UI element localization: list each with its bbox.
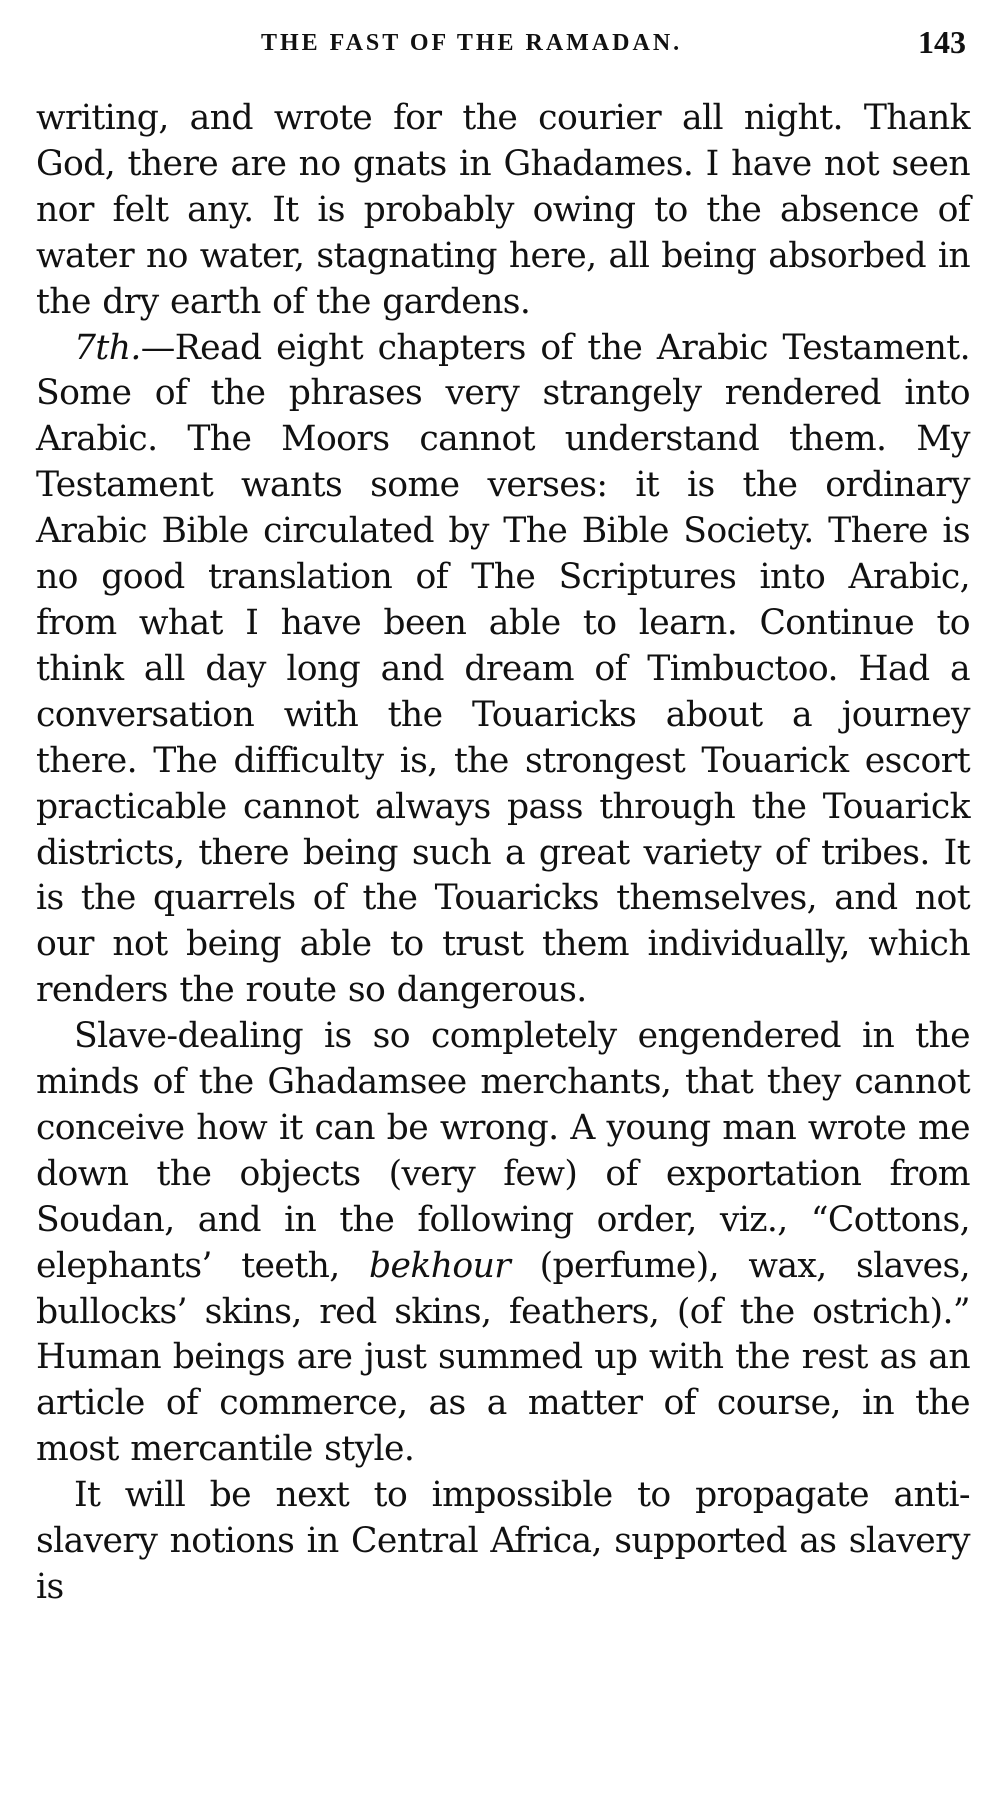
italic-term: bekhour (369, 1245, 511, 1286)
entry-date: 7th. (74, 327, 141, 368)
paragraph-text: Slave-dealing is so completely engendered in the minds of the Ghadamsee merchants, that they cannot conceive how it can be wrong. A young man wrote me down the objects (very few) of exportation from Soudan, and in the following order, viz., “Cottons, elephants’ teeth, (36, 1016, 970, 1286)
running-title: THE FAST OF THE RAMADAN. (261, 30, 683, 56)
paragraph-slave-dealing (36, 1014, 970, 1473)
paragraph-text: It will be next to impossible to propagate anti-slavery notions in Central Africa, supported as slavery is (36, 1475, 970, 1607)
paragraph-entry-7th (36, 326, 970, 1015)
paragraph-continuation (36, 96, 970, 326)
book-page (36, 0, 970, 1794)
page-number: 143 (918, 24, 966, 60)
running-head (36, 0, 970, 96)
body-text (36, 96, 970, 1611)
paragraph-anti-slavery (36, 1473, 970, 1611)
paragraph-text: (perfume), wax, slaves, bullocks’ skins, red skins, feathers, (of the ostrich).” Human beings are just summed up with the rest as an article of commerce, as a matter of course, in the most mercantile style. (36, 1245, 970, 1470)
paragraph-text: writing, and wrote for the courier all night. Thank God, there are no gnats in Ghadames. I have not seen nor felt any. It is probably owing to the absence of water no water, stagnating here, all being absorbed in the dry earth of the gardens. (36, 98, 970, 322)
paragraph-text: —Read eight chapters of the Arabic Testament. Some of the phrases very strangely rendered into Arabic. The Moors cannot understand them. My Testament wants some verses: it is the ordinary Arabic Bible circulated by The Bible Society. There is no good translation of The Scriptures into Arabic, from what I have been able to learn. Continue to think all day long and dream of Timbuctoo. Had a conversation with the Touaricks about a journey there. The difficulty is, the strongest Touarick escort practicable cannot always pass through the Touarick districts, there being such a great variety of tribes. It is the quarrels of the Touaricks themselves, and not our not being able to trust them individually, which renders the route so dangerous. (36, 327, 970, 1011)
